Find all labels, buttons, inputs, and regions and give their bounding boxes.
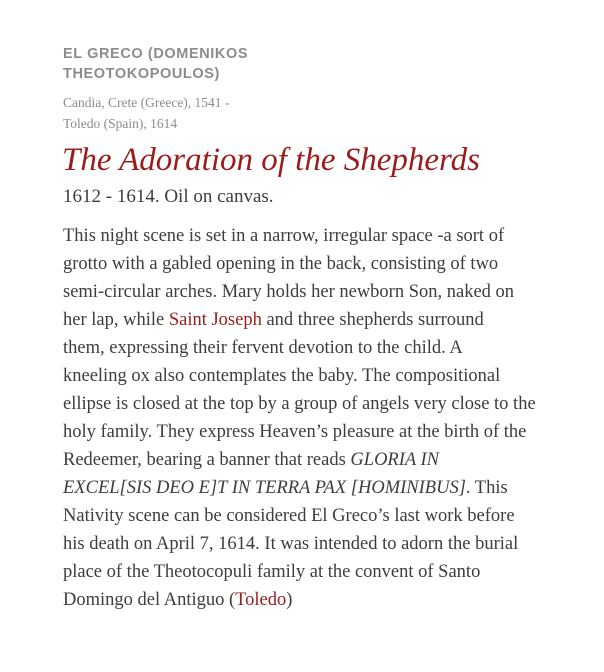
description-line: his death on April 7, 1614. It was intended to adorn the burial bbox=[63, 534, 519, 554]
banner-inscription: EXCEL[SIS DEO E]T IN TERRA PAX [HOMINIBUS] bbox=[63, 478, 466, 498]
description-line: Nativity scene can be considered El Greco’s last work before bbox=[63, 506, 515, 526]
description-text: and three shepherds surround bbox=[261, 310, 484, 330]
description-line: them, expressing their fervent devotion to the child. A bbox=[63, 338, 463, 358]
artist-lifespan bbox=[63, 92, 564, 134]
description-line: semi-circular arches. Mary holds her newborn Son, naked on bbox=[63, 282, 515, 302]
description-line bbox=[63, 306, 564, 334]
description-line: grotto with a gabled opening in the back, consisting of two bbox=[63, 254, 499, 274]
description-line: ellipse is closed at the top by a group of angels very close to the bbox=[63, 394, 536, 414]
artist-lifespan-line-1: Candia, Crete (Greece), 1541 - bbox=[63, 95, 230, 110]
description-line: holy family. They express Heaven’s pleasure at the birth of the bbox=[63, 422, 527, 442]
artist-lifespan-line-2: Toledo (Spain), 1614 bbox=[63, 116, 178, 131]
saint-joseph-link[interactable]: Saint Joseph bbox=[168, 310, 262, 330]
artwork-date-medium: 1612 - 1614. Oil on canvas. bbox=[63, 186, 274, 207]
artist-name-line-1: EL GRECO (DOMENIKOS bbox=[63, 46, 249, 62]
artist-name[interactable] bbox=[63, 44, 303, 84]
description-text: Redeemer, bearing a banner that reads bbox=[63, 450, 351, 470]
description-line: place of the Theotocopuli family at the convent of Santo bbox=[63, 562, 481, 582]
description-text: her lap, while bbox=[63, 310, 169, 330]
description-line: This night scene is set in a narrow, irregular space -a sort of bbox=[63, 226, 505, 246]
artwork-title: The Adoration of the Shepherds bbox=[62, 142, 480, 178]
description-line bbox=[63, 446, 564, 474]
description-line bbox=[63, 474, 564, 502]
description-line bbox=[63, 586, 564, 614]
description-text: ) bbox=[286, 590, 293, 610]
banner-inscription: GLORIA IN bbox=[350, 450, 439, 470]
artist-name-line-2: THEOTOKOPOULOS) bbox=[63, 66, 220, 82]
description-text: . This bbox=[465, 478, 508, 498]
description-text: Domingo del Antiguo ( bbox=[63, 590, 236, 610]
description-line: kneeling ox also contemplates the baby. The compositional bbox=[63, 366, 501, 386]
artwork-description bbox=[63, 222, 564, 614]
toledo-link[interactable]: Toledo bbox=[235, 590, 287, 610]
